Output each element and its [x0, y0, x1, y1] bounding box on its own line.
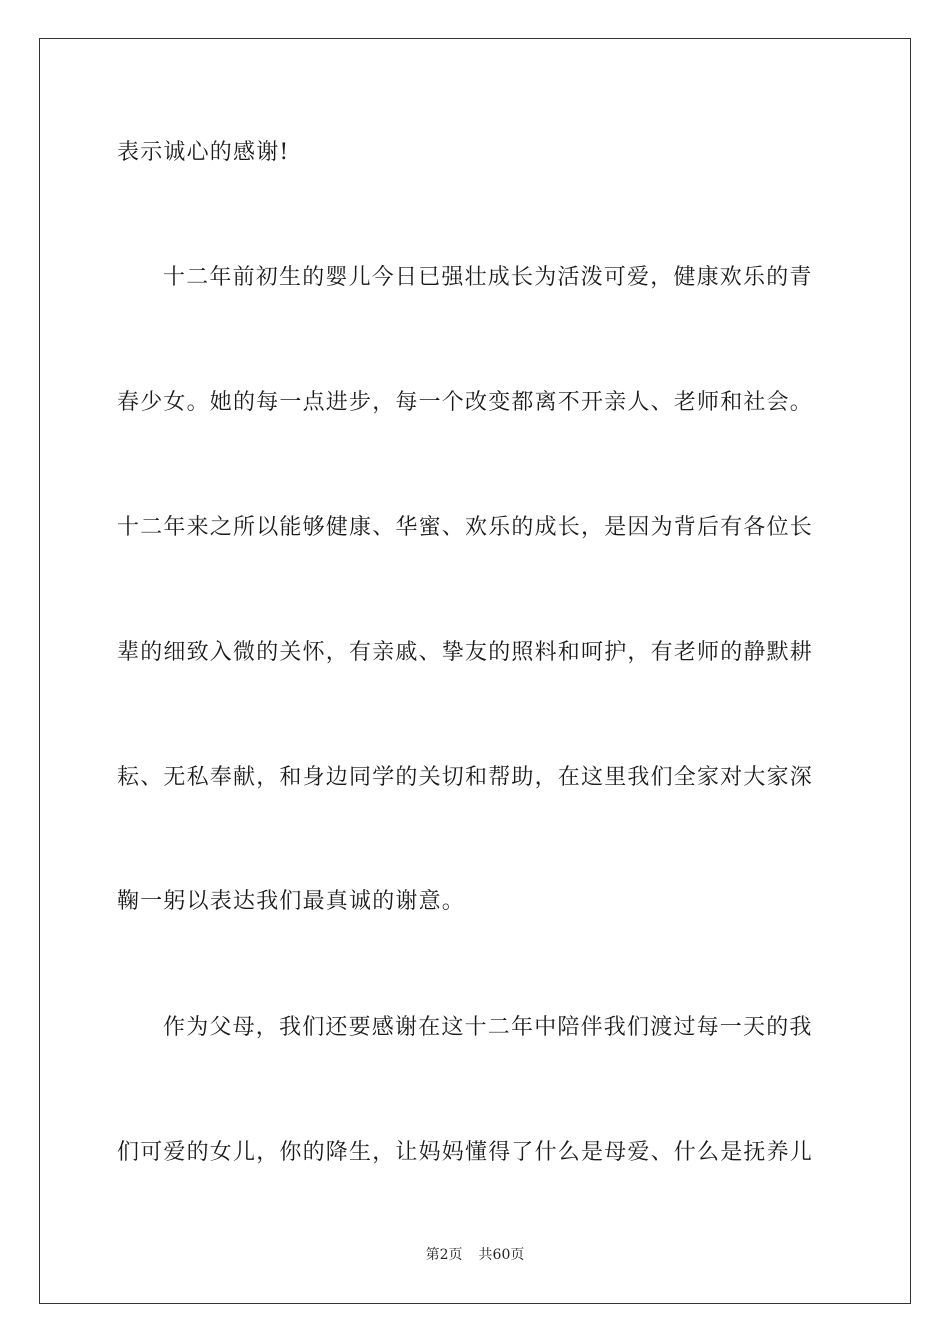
text-line: 辈的细致入微的关怀，有亲戚、挚友的照料和呵护，有老师的静默耕: [117, 640, 814, 665]
text-line: 十二年来之所以能够健康、华蜜、欢乐的成长，是因为背后有各位长: [117, 515, 814, 540]
paragraph-first-line: 十二年前初生的婴儿今日已强壮成长为活泼可爱，健康欢乐的青: [163, 265, 813, 290]
text-line: 耘、无私奉献，和身边同学的关切和帮助，在这里我们全家对大家深: [117, 765, 814, 790]
text-line: 们可爱的女儿，你的降生，让妈妈懂得了什么是母爱、什么是抚养儿: [117, 1140, 814, 1165]
page-total: 共60页: [478, 1247, 525, 1263]
text-line: 鞠一躬以表达我们最真诚的谢意。: [117, 889, 466, 914]
page-number: 第2页: [425, 1247, 463, 1263]
page-footer: [0, 1246, 950, 1264]
text-line: 春少女。她的每一点进步，每一个改变都离不开亲人、老师和社会。: [117, 390, 814, 415]
text-line: 表示诚心的感谢!: [117, 140, 290, 165]
page-border: [39, 38, 911, 1304]
paragraph-first-line: 作为父母，我们还要感谢在这十二年中陪伴我们渡过每一天的我: [163, 1015, 813, 1040]
